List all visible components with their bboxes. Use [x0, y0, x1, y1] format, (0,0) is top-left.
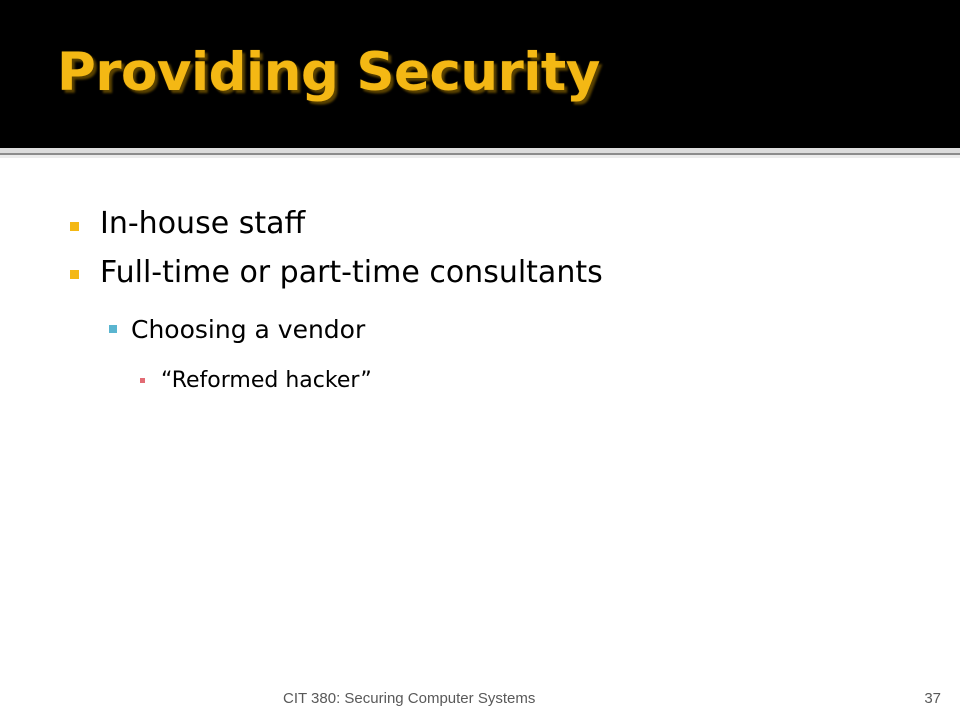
- bullet-item: Full-time or part-time consultants: [100, 255, 603, 290]
- square-bullet-icon: [109, 325, 117, 333]
- square-bullet-icon: [140, 378, 145, 383]
- sub-sub-bullet-item: “Reformed hacker”: [161, 368, 372, 393]
- square-bullet-icon: [70, 270, 79, 279]
- bullet-item: In-house staff: [100, 206, 306, 241]
- sub-bullet-item: Choosing a vendor: [131, 315, 366, 344]
- slide-footer: CIT 380: Securing Computer Systems: [283, 690, 536, 707]
- slide-title: Providing Security: [57, 42, 600, 103]
- slide-number: 37: [924, 690, 941, 707]
- square-bullet-icon: [70, 222, 79, 231]
